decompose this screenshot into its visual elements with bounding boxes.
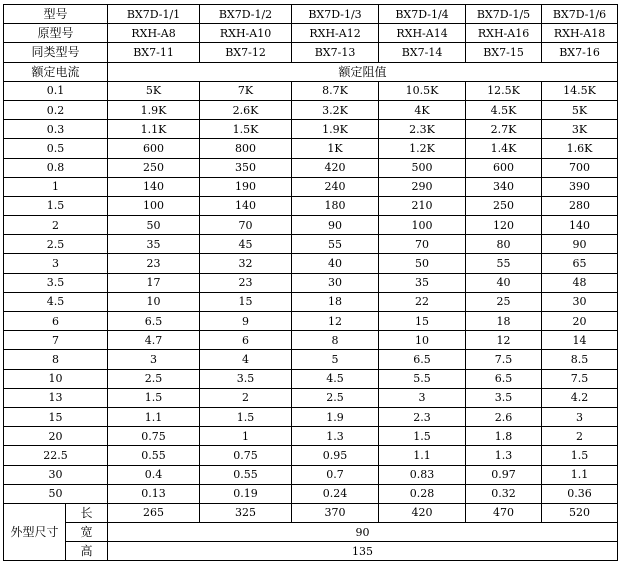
rated-resistance-cell: 1.5K — [200, 120, 292, 139]
length-cell: 520 — [542, 503, 618, 522]
rated-resistance-cell: 100 — [379, 216, 466, 235]
rated-resistance-cell: 50 — [108, 216, 200, 235]
rated-resistance-cell: 140 — [108, 177, 200, 196]
rated-resistance-cell: 80 — [466, 235, 542, 254]
rated-current-cell: 2 — [4, 216, 108, 235]
table-row — [4, 484, 618, 503]
rated-current-cell: 6 — [4, 312, 108, 331]
rated-resistance-cell: 8 — [292, 331, 379, 350]
rated-resistance-cell: 90 — [542, 235, 618, 254]
rated-resistance-cell: 2 — [200, 388, 292, 407]
rated-resistance-cell: 6.5 — [379, 350, 466, 369]
rated-resistance-cell: 3.5 — [466, 388, 542, 407]
rated-resistance-cell: 0.19 — [200, 484, 292, 503]
rated-resistance-cell: 600 — [108, 139, 200, 158]
rated-resistance-cell: 0.95 — [292, 446, 379, 465]
table-row — [4, 427, 618, 446]
rated-resistance-cell: 1.3 — [292, 427, 379, 446]
rated-resistance-cell: 2.5 — [292, 388, 379, 407]
length-cell: 370 — [292, 503, 379, 522]
rated-resistance-cell: 2.5 — [108, 369, 200, 388]
rated-resistance-cell: 6.5 — [466, 369, 542, 388]
rated-resistance-cell: 4.5K — [466, 100, 542, 119]
rated-resistance-cell: 12 — [292, 312, 379, 331]
length-cell: 265 — [108, 503, 200, 522]
rated-resistance-cell: 1.3 — [466, 446, 542, 465]
rated-resistance-cell: 1.1 — [108, 407, 200, 426]
rated-current-cell: 15 — [4, 407, 108, 426]
rated-resistance-cell: 0.36 — [542, 484, 618, 503]
rated-resistance-cell: 65 — [542, 254, 618, 273]
table-row — [4, 446, 618, 465]
rated-resistance-cell: 0.75 — [200, 446, 292, 465]
table-row — [4, 81, 618, 100]
table-row — [4, 254, 618, 273]
rated-resistance-cell: 1.6K — [542, 139, 618, 158]
rated-resistance-cell: 420 — [292, 158, 379, 177]
rated-resistance-cell: 23 — [108, 254, 200, 273]
rated-current-cell: 3.5 — [4, 273, 108, 292]
rated-resistance-cell: 12 — [466, 331, 542, 350]
rated-current-cell: 7 — [4, 331, 108, 350]
table-row — [4, 292, 618, 311]
rated-current-cell: 50 — [4, 484, 108, 503]
rated-resistance-cell: 3.5 — [200, 369, 292, 388]
rated-current-cell: 3 — [4, 254, 108, 273]
rated-resistance-cell: 22 — [379, 292, 466, 311]
column-header-row — [4, 62, 618, 81]
rated-resistance-cell: 700 — [542, 158, 618, 177]
rated-resistance-cell: 500 — [379, 158, 466, 177]
rated-resistance-cell: 1.5 — [542, 446, 618, 465]
rated-resistance-cell: 180 — [292, 196, 379, 215]
table-row — [4, 139, 618, 158]
rated-current-cell: 0.5 — [4, 139, 108, 158]
table-row — [4, 177, 618, 196]
resistor-spec-table — [3, 4, 618, 561]
rated-resistance-cell: 1.9K — [108, 100, 200, 119]
rated-resistance-cell: 1.5 — [379, 427, 466, 446]
rated-resistance-cell: 7K — [200, 81, 292, 100]
original-model-row — [4, 24, 618, 43]
rated-resistance-cell: 25 — [466, 292, 542, 311]
rated-resistance-cell: 0.24 — [292, 484, 379, 503]
table-row — [4, 100, 618, 119]
rated-resistance-cell: 0.83 — [379, 465, 466, 484]
original-model-cell: RXH-A16 — [466, 24, 542, 43]
table-row — [4, 312, 618, 331]
table-body — [4, 5, 618, 561]
model-cell: BX7D-1/5 — [466, 5, 542, 24]
height-row — [4, 542, 618, 561]
rated-current-cell: 0.8 — [4, 158, 108, 177]
rated-resistance-cell: 240 — [292, 177, 379, 196]
rated-resistance-cell: 35 — [108, 235, 200, 254]
rated-resistance-cell: 48 — [542, 273, 618, 292]
rated-resistance-cell: 70 — [379, 235, 466, 254]
rated-resistance-cell: 0.32 — [466, 484, 542, 503]
rated-resistance-cell: 350 — [200, 158, 292, 177]
rated-resistance-cell: 15 — [200, 292, 292, 311]
model-cell: BX7D-1/2 — [200, 5, 292, 24]
model-row — [4, 5, 618, 24]
original-model-label: 原型号 — [4, 24, 108, 43]
rated-resistance-cell: 1.9K — [292, 120, 379, 139]
rated-resistance-cell: 32 — [200, 254, 292, 273]
rated-current-cell: 30 — [4, 465, 108, 484]
similar-model-cell: BX7-13 — [292, 43, 379, 62]
rated-resistance-cell: 23 — [200, 273, 292, 292]
rated-resistance-cell: 340 — [466, 177, 542, 196]
rated-current-cell: 10 — [4, 369, 108, 388]
rated-resistance-cell: 0.55 — [108, 446, 200, 465]
original-model-cell: RXH-A8 — [108, 24, 200, 43]
rated-resistance-cell: 10 — [379, 331, 466, 350]
rated-resistance-cell: 18 — [292, 292, 379, 311]
original-model-cell: RXH-A12 — [292, 24, 379, 43]
model-cell: BX7D-1/4 — [379, 5, 466, 24]
rated-resistance-cell: 6 — [200, 331, 292, 350]
width-label: 宽 — [66, 523, 108, 542]
rated-current-cell: 0.2 — [4, 100, 108, 119]
similar-model-row — [4, 43, 618, 62]
similar-model-cell: BX7-11 — [108, 43, 200, 62]
rated-resistance-cell: 1K — [292, 139, 379, 158]
rated-resistance-header: 额定阻值 — [108, 62, 618, 81]
rated-resistance-cell: 3K — [542, 120, 618, 139]
rated-resistance-cell: 1.4K — [466, 139, 542, 158]
rated-resistance-cell: 7.5 — [466, 350, 542, 369]
rated-resistance-cell: 190 — [200, 177, 292, 196]
rated-resistance-cell: 0.4 — [108, 465, 200, 484]
table-row — [4, 196, 618, 215]
rated-resistance-cell: 30 — [542, 292, 618, 311]
rated-resistance-cell: 35 — [379, 273, 466, 292]
rated-resistance-cell: 17 — [108, 273, 200, 292]
rated-resistance-cell: 0.55 — [200, 465, 292, 484]
rated-resistance-cell: 0.28 — [379, 484, 466, 503]
model-cell: BX7D-1/3 — [292, 5, 379, 24]
length-label: 长 — [66, 503, 108, 522]
rated-resistance-cell: 18 — [466, 312, 542, 331]
rated-resistance-cell: 1.1K — [108, 120, 200, 139]
rated-resistance-cell: 90 — [292, 216, 379, 235]
rated-resistance-cell: 14 — [542, 331, 618, 350]
rated-current-cell: 20 — [4, 427, 108, 446]
height-cell: 135 — [108, 542, 618, 561]
rated-resistance-cell: 45 — [200, 235, 292, 254]
rated-resistance-cell: 600 — [466, 158, 542, 177]
model-cell: BX7D-1/6 — [542, 5, 618, 24]
rated-resistance-cell: 120 — [466, 216, 542, 235]
width-row — [4, 523, 618, 542]
rated-resistance-cell: 50 — [379, 254, 466, 273]
rated-resistance-cell: 70 — [200, 216, 292, 235]
rated-current-cell: 22.5 — [4, 446, 108, 465]
rated-resistance-cell: 9 — [200, 312, 292, 331]
rated-resistance-cell: 2 — [542, 427, 618, 446]
rated-resistance-cell: 55 — [292, 235, 379, 254]
rated-resistance-cell: 55 — [466, 254, 542, 273]
rated-resistance-cell: 3 — [542, 407, 618, 426]
original-model-cell: RXH-A10 — [200, 24, 292, 43]
rated-current-cell: 2.5 — [4, 235, 108, 254]
rated-resistance-cell: 140 — [200, 196, 292, 215]
table-row — [4, 158, 618, 177]
rated-resistance-cell: 15 — [379, 312, 466, 331]
rated-resistance-cell: 7.5 — [542, 369, 618, 388]
rated-resistance-cell: 1.1 — [542, 465, 618, 484]
rated-resistance-cell: 4 — [200, 350, 292, 369]
rated-resistance-cell: 2.3K — [379, 120, 466, 139]
table-row — [4, 465, 618, 484]
rated-resistance-cell: 8.7K — [292, 81, 379, 100]
rated-resistance-cell: 10.5K — [379, 81, 466, 100]
rated-resistance-cell: 5.5 — [379, 369, 466, 388]
rated-resistance-cell: 1.8 — [466, 427, 542, 446]
rated-resistance-cell: 250 — [108, 158, 200, 177]
rated-resistance-cell: 390 — [542, 177, 618, 196]
rated-resistance-cell: 0.75 — [108, 427, 200, 446]
dimensions-label: 外型尺寸 — [4, 503, 66, 561]
rated-resistance-cell: 5 — [292, 350, 379, 369]
rated-resistance-cell: 10 — [108, 292, 200, 311]
rated-current-header: 额定电流 — [4, 62, 108, 81]
rated-resistance-cell: 1.5 — [200, 407, 292, 426]
rated-resistance-cell: 40 — [292, 254, 379, 273]
original-model-cell: RXH-A18 — [542, 24, 618, 43]
table-row — [4, 235, 618, 254]
table-row — [4, 273, 618, 292]
rated-resistance-cell: 12.5K — [466, 81, 542, 100]
table-row — [4, 350, 618, 369]
rated-resistance-cell: 280 — [542, 196, 618, 215]
rated-resistance-cell: 5K — [108, 81, 200, 100]
rated-resistance-cell: 8.5 — [542, 350, 618, 369]
rated-resistance-cell: 100 — [108, 196, 200, 215]
rated-current-cell: 13 — [4, 388, 108, 407]
rated-resistance-cell: 3 — [379, 388, 466, 407]
rated-resistance-cell: 1.2K — [379, 139, 466, 158]
rated-resistance-cell: 0.7 — [292, 465, 379, 484]
rated-current-cell: 0.3 — [4, 120, 108, 139]
similar-model-cell: BX7-12 — [200, 43, 292, 62]
rated-resistance-cell: 2.3 — [379, 407, 466, 426]
rated-resistance-cell: 3 — [108, 350, 200, 369]
rated-resistance-cell: 4.2 — [542, 388, 618, 407]
rated-resistance-cell: 5K — [542, 100, 618, 119]
table-row — [4, 369, 618, 388]
similar-model-cell: BX7-15 — [466, 43, 542, 62]
table-row — [4, 331, 618, 350]
length-cell: 470 — [466, 503, 542, 522]
rated-current-cell: 8 — [4, 350, 108, 369]
similar-model-label: 同类型号 — [4, 43, 108, 62]
model-label: 型号 — [4, 5, 108, 24]
rated-resistance-cell: 1 — [200, 427, 292, 446]
width-cell: 90 — [108, 523, 618, 542]
rated-resistance-cell: 2.6 — [466, 407, 542, 426]
rated-resistance-cell: 250 — [466, 196, 542, 215]
rated-current-cell: 1.5 — [4, 196, 108, 215]
rated-resistance-cell: 2.7K — [466, 120, 542, 139]
height-label: 高 — [66, 542, 108, 561]
rated-resistance-cell: 140 — [542, 216, 618, 235]
table-row — [4, 216, 618, 235]
rated-resistance-cell: 1.1 — [379, 446, 466, 465]
rated-resistance-cell: 40 — [466, 273, 542, 292]
similar-model-cell: BX7-16 — [542, 43, 618, 62]
rated-resistance-cell: 210 — [379, 196, 466, 215]
rated-resistance-cell: 6.5 — [108, 312, 200, 331]
table-row — [4, 407, 618, 426]
model-cell: BX7D-1/1 — [108, 5, 200, 24]
length-cell: 325 — [200, 503, 292, 522]
rated-resistance-cell: 4K — [379, 100, 466, 119]
rated-resistance-cell: 290 — [379, 177, 466, 196]
rated-resistance-cell: 3.2K — [292, 100, 379, 119]
rated-resistance-cell: 14.5K — [542, 81, 618, 100]
rated-resistance-cell: 0.97 — [466, 465, 542, 484]
table-row — [4, 120, 618, 139]
rated-resistance-cell: 2.6K — [200, 100, 292, 119]
rated-current-cell: 0.1 — [4, 81, 108, 100]
similar-model-cell: BX7-14 — [379, 43, 466, 62]
rated-resistance-cell: 4.5 — [292, 369, 379, 388]
table-row — [4, 388, 618, 407]
rated-resistance-cell: 0.13 — [108, 484, 200, 503]
rated-resistance-cell: 800 — [200, 139, 292, 158]
length-cell: 420 — [379, 503, 466, 522]
rated-resistance-cell: 20 — [542, 312, 618, 331]
original-model-cell: RXH-A14 — [379, 24, 466, 43]
length-row — [4, 503, 618, 522]
rated-resistance-cell: 1.9 — [292, 407, 379, 426]
rated-resistance-cell: 30 — [292, 273, 379, 292]
rated-current-cell: 4.5 — [4, 292, 108, 311]
rated-resistance-cell: 4.7 — [108, 331, 200, 350]
rated-current-cell: 1 — [4, 177, 108, 196]
rated-resistance-cell: 1.5 — [108, 388, 200, 407]
